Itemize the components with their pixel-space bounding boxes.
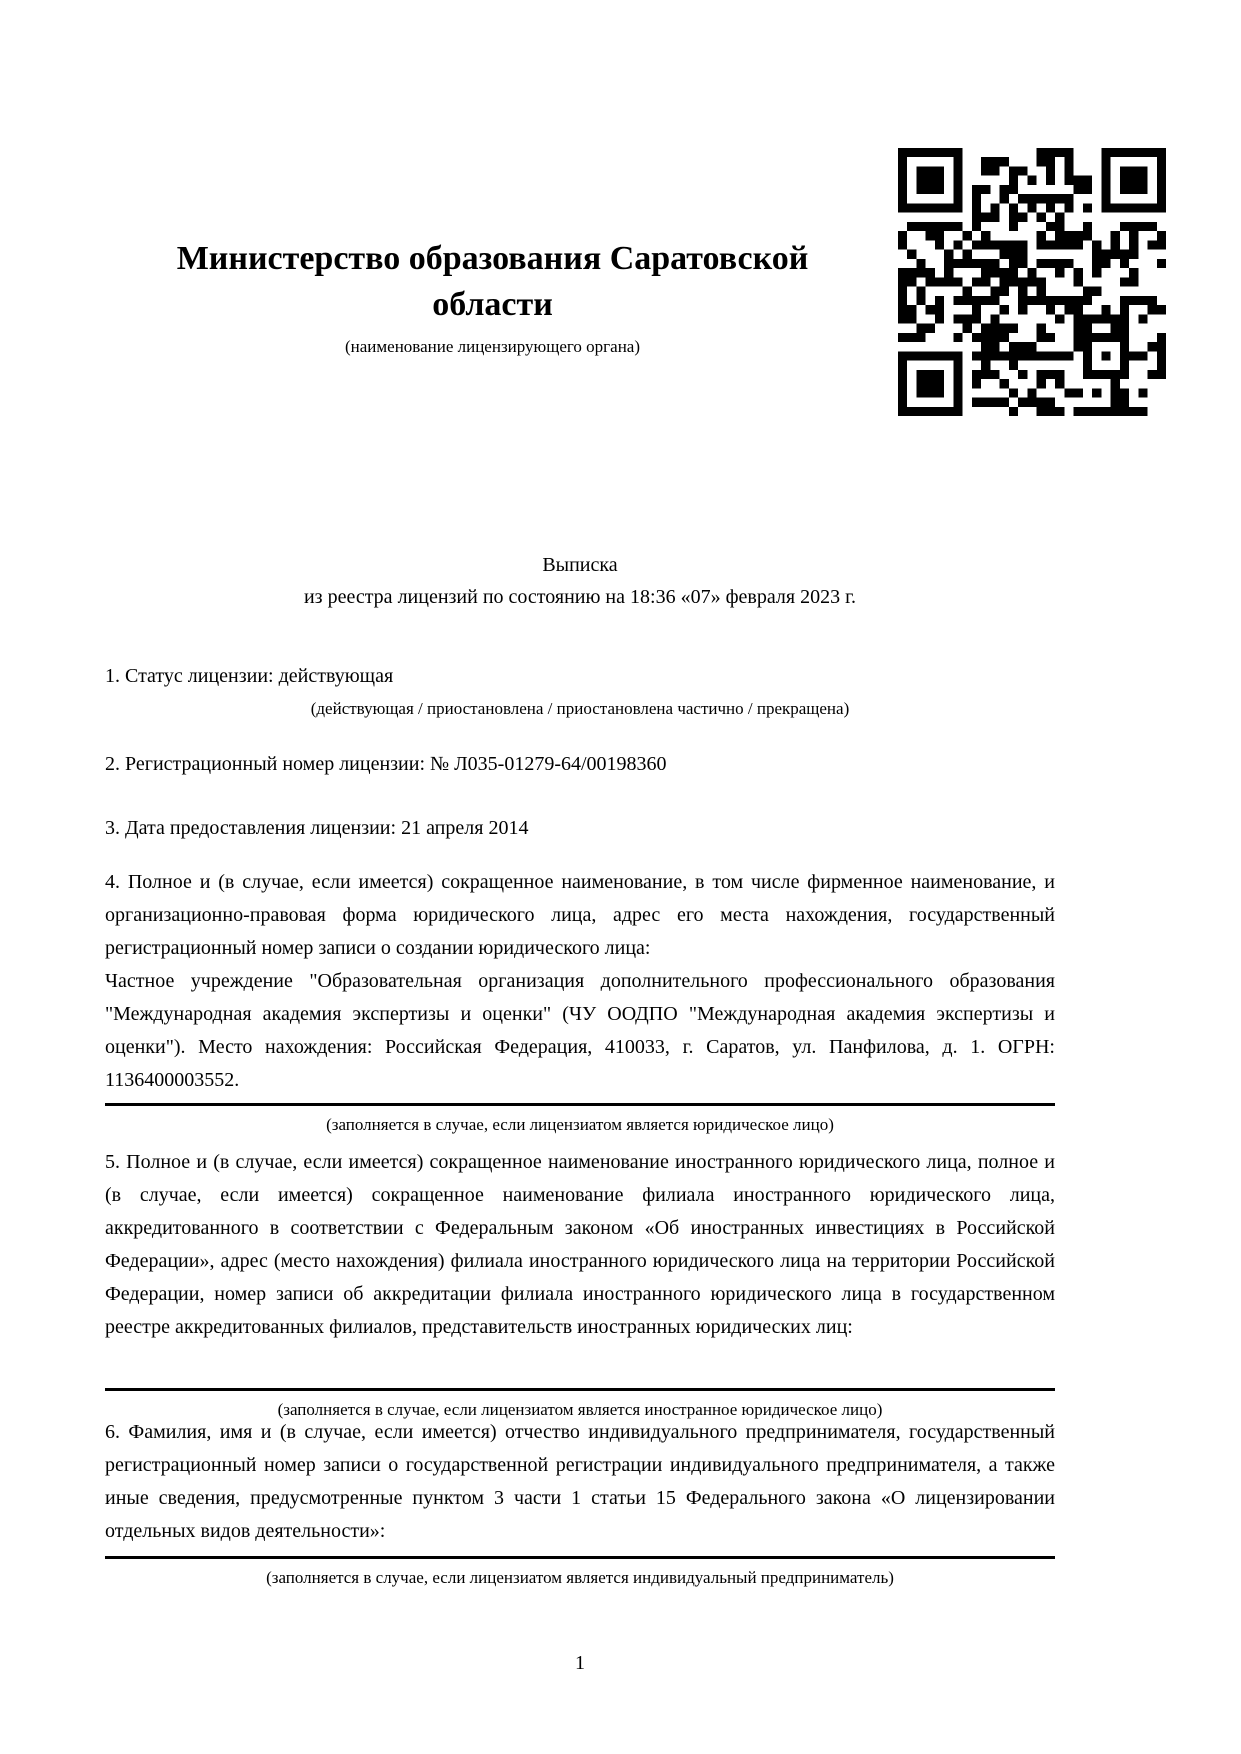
fill-in-rule-foreign-entity <box>105 1388 1055 1391</box>
item-4-legal-entity-block <box>105 866 1055 1136</box>
page-number: 1 <box>575 1652 585 1674</box>
qr-code-icon <box>898 148 1166 416</box>
title-line-1: Министерство образования Саратовской <box>176 240 809 277</box>
fill-in-rule-entrepreneur <box>105 1556 1055 1559</box>
item-3-grant-date: 3. Дата предоставления лицензии: 21 апреля 2014 <box>105 817 529 839</box>
item-1-license-status: 1. Статус лицензии: действующая <box>105 665 394 687</box>
item-6-label: 6. Фамилия, имя и (в случае, если имеется) отчество индивидуального предпринимателя, государственный регистрационный номер записи о государственной регистрации индивидуального предпринимателя, а также иные сведения, предусмотренные пунктом 3 части 1 статьи 15 Федерального закона «О лицензировании отдельных видов деятельности»: <box>105 1421 1055 1542</box>
item-5-foreign-entity-block <box>105 1146 1055 1421</box>
item-2-registration-number: 2. Регистрационный номер лицензии: № Л035-01279-64/00198360 <box>105 753 667 775</box>
item-5-label: 5. Полное и (в случае, если имеется) сокращенное наименование иностранного юридического лица, полное и (в случае, если имеется) сокращенное наименование филиала иностранного юридического лица, аккредитованного в соответствии с Федеральным законом «Об иностранных инвестициях в Российской Федерации», адрес (место нахождения) филиала иностранного юридического лица на территории Российской Федерации, номер записи об аккредитации филиала иностранного юридического лица в государственном реестре аккредитованных филиалов, представительств иностранных юридических лиц: <box>105 1151 1055 1338</box>
item-6-entrepreneur-block <box>105 1416 1055 1589</box>
item-5-caption: (заполняется в случае, если лицензиатом является иностранное юридическое лицо) <box>277 1400 883 1419</box>
item-4-label: 4. Полное и (в случае, если имеется) сокращенное наименование, в том числе фирменное наименование, и организационно-правовая форма юридического лица, адрес его места нахождения, государственный регистрационный номер записи о создании юридического лица: <box>105 871 1055 959</box>
item-4-caption: (заполняется в случае, если лицензиатом является юридическое лицо) <box>326 1115 834 1134</box>
item-6-caption: (заполняется в случае, если лицензиатом является индивидуальный предприниматель) <box>266 1568 894 1587</box>
fill-in-rule-legal-entity <box>105 1103 1055 1106</box>
document-subtitle <box>105 549 1055 613</box>
item-4-value: Частное учреждение "Образовательная организация дополнительного профессионального образования "Международная академия экспертизы и оценки" (ЧУ ООДПО "Международная академия экспертизы и оценки"). Место нахождения: Российская Федерация, 410033, г. Саратов, ул. Панфилова, д. 1. ОГРН: 1136400003552. <box>105 970 1055 1091</box>
header-block <box>105 236 880 358</box>
title-caption: (наименование лицензирующего органа) <box>344 337 640 356</box>
subtitle-line-1: Выписка <box>542 554 618 576</box>
page-title <box>105 236 880 328</box>
title-line-2: области <box>432 286 553 323</box>
item-1-caption: (действующая / приостановлена / приостановлена частично / прекращена) <box>310 699 850 718</box>
subtitle-line-2: из реестра лицензий по состоянию на 18:36 «07» февраля 2023 г. <box>303 586 857 608</box>
